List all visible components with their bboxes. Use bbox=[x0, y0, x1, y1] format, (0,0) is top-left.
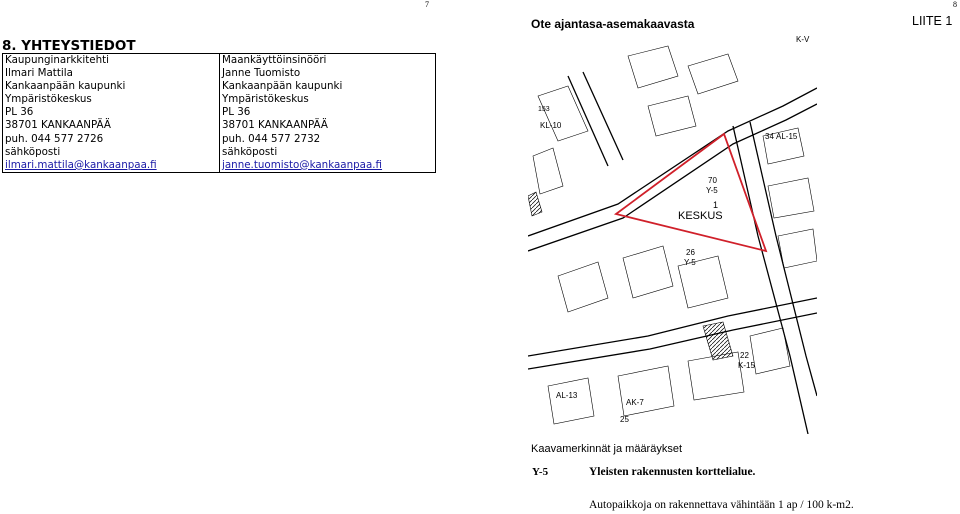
hatched-area bbox=[703, 322, 733, 360]
legend-code: Y-5 bbox=[532, 466, 549, 478]
hatched-area bbox=[528, 192, 542, 216]
contact-table bbox=[2, 53, 436, 173]
contact-line: 38701 KANKAANPÄÄ bbox=[222, 119, 328, 132]
road-outlines bbox=[528, 72, 817, 434]
contact-line: Janne Tuomisto bbox=[222, 67, 301, 80]
map-label: 22 bbox=[740, 351, 749, 360]
contact-line: Ympäristökeskus bbox=[5, 93, 92, 106]
page-number-right: 8 bbox=[953, 0, 957, 9]
map-label: Y-5 bbox=[684, 258, 696, 267]
contact-line: Kankaanpään kaupunki bbox=[5, 80, 126, 93]
contact-line: Maankäyttöinsinööri bbox=[222, 54, 327, 66]
map-label: AL-13 bbox=[556, 391, 578, 400]
contact-line: Ympäristökeskus bbox=[222, 93, 309, 106]
map-label: 26 bbox=[686, 248, 695, 257]
contact-line: sähköposti bbox=[222, 145, 278, 158]
map-label: 34 bbox=[765, 132, 774, 141]
legend-title: Kaavamerkinnät ja määräykset bbox=[531, 443, 683, 455]
map-label: KL-10 bbox=[540, 121, 562, 130]
map-title: Ote ajantasa-asemakaavasta bbox=[531, 17, 695, 31]
legend-description: Yleisten rakennusten korttelialue. bbox=[589, 466, 756, 478]
map-label: AL-15 bbox=[776, 132, 798, 141]
plan-area-boundary bbox=[616, 134, 766, 251]
contact-line: puh. 044 577 2732 bbox=[222, 132, 321, 145]
zoning-map bbox=[528, 36, 817, 434]
map-labels bbox=[538, 36, 810, 424]
contact-line: Ilmari Mattila bbox=[5, 67, 73, 80]
map-label: 25 bbox=[620, 415, 629, 424]
map-label: K-15 bbox=[738, 361, 755, 370]
map-label: 1 bbox=[713, 200, 719, 210]
contact-line: sähköposti bbox=[5, 145, 61, 158]
contact-engineer bbox=[219, 54, 435, 172]
map-label: 70 bbox=[708, 176, 717, 185]
page-number-left: 7 bbox=[425, 0, 429, 9]
contact-line: 38701 KANKAANPÄÄ bbox=[5, 119, 111, 132]
contact-line: Kaupunginarkkitehti bbox=[5, 54, 110, 66]
zoning-map-drawing bbox=[528, 36, 817, 434]
contact-line: PL 36 bbox=[222, 106, 251, 119]
email-link[interactable]: janne.tuomisto@kankaanpaa.fi bbox=[222, 158, 383, 171]
attachment-label: LIITE 1 bbox=[912, 14, 953, 28]
contact-line: PL 36 bbox=[5, 106, 34, 119]
contact-line: Kankaanpään kaupunki bbox=[222, 80, 343, 93]
email-link[interactable]: ilmari.mattila@kankaanpaa.fi bbox=[5, 158, 157, 171]
map-label: KESKUS bbox=[678, 210, 723, 222]
section-title: 8. YHTEYSTIEDOT bbox=[2, 38, 136, 54]
map-label: K-V bbox=[796, 36, 810, 44]
legend-note: Autopaikkoja on rakennettava vähintään 1 ap / 100 k-m2. bbox=[589, 499, 854, 511]
map-label: Y-5 bbox=[706, 186, 718, 195]
contact-line: puh. 044 577 2726 bbox=[5, 132, 104, 145]
map-label: 153 bbox=[538, 106, 550, 113]
contact-architect bbox=[3, 54, 219, 172]
map-label: AK-7 bbox=[626, 398, 644, 407]
